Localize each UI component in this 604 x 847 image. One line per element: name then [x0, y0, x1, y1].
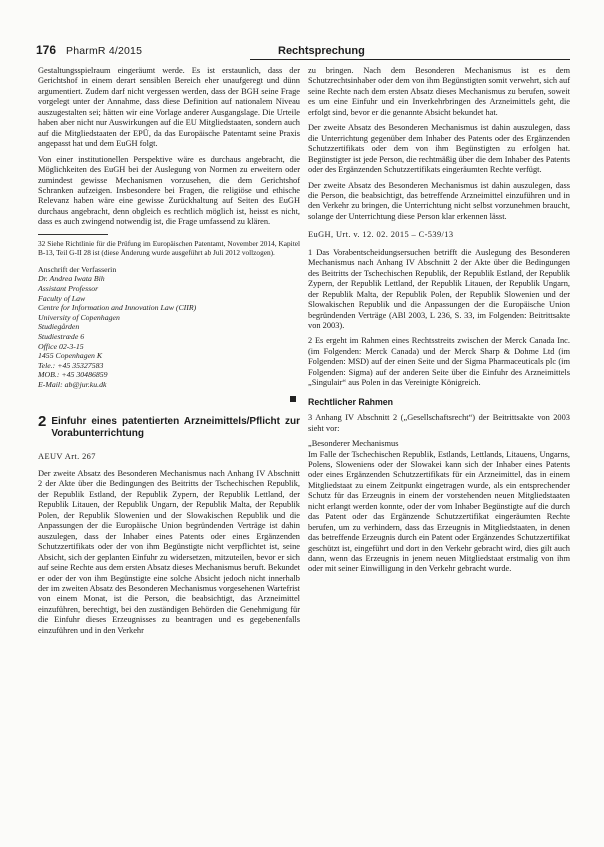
right-column [308, 66, 570, 580]
address-line: University of Copenhagen [38, 312, 120, 322]
address-line: Tele.: +45 35327583 [38, 360, 104, 370]
address-heading: Anschrift der Verfasserin [38, 264, 117, 274]
journal-name: PharmR 4/2015 [66, 45, 143, 57]
left-paragraph-1: Gestaltungsspielraum eingeräumt werde. Es ist erstaunlich, dass der Gerichtshof in einem derart sensiblen Bereich eher unaufgeregt und dünn argumentiert. Zudem darf nicht vergessen werden, dass der BGH seine Frage vorgelegt unter der Annahme, dass diese Definition auf nationalem Niveau auszugestalten sei; hätten wir eine Vorlage anderer Ausgangslage. Die Urteile haben aber nicht nur Auswirkungen auf die EU Mitgliedstaaten, sondern auch auf die Mitgliedstaaten der EPÜ, da das Europäische Patentamt seine Praxis angepasst hat und dem EuGH folgt. [38, 66, 300, 149]
address-line: Studiegården [38, 322, 80, 332]
end-of-article-mark [290, 396, 296, 402]
address-line: Dr. Andrea Iwata Bih [38, 274, 105, 284]
footnote-rule [38, 234, 108, 235]
address-line: Studiestræde 6 [38, 331, 85, 341]
numbered-paragraph-1: 1 Das Vorabentscheidungsersuchen betrifft die Auslegung des Besonderen Mechanismus nach Anhang IV Abschnitt 2 der Akte über die Bedingungen des Beitritts der Tschechischen Republik, der Republik Estland, der Republik Zypern, der Republik Lettland, der Republik Litauen, der Republik Ungarn, der Republik Malta, der Republik Polen, der Republik Slowenien und der Slowakischen Republik und die Anpassungen der die Europäische Union begründenden Verträge (ABl 2003, L 236, S. 33, im Folgenden: Beitrittsakte von 2003). [308, 247, 570, 330]
court-citation: EuGH, Urt. v. 12. 02. 2015 – C-539/13 [308, 230, 454, 240]
subheading-legal-framework: Rechtlicher Rahmen [308, 396, 394, 407]
legal-reference: AEUV Art. 267 [38, 451, 96, 461]
address-line: Office 02-3-15 [38, 341, 84, 351]
article-number: 2 [38, 412, 47, 430]
headnote-3: Der zweite Absatz des Besonderen Mechanismus ist dahin auszulegen, dass die Person, die beabsichtigt, das betreffende Arzneimittel einzuführen und in den Verkehr zu bringen, die Unterrichtung nicht selbst vorzunehmen braucht, solange der Unterrichtung diese Person klar erkennen lässt. [308, 180, 570, 221]
page-header [0, 0, 604, 60]
address-line: MOB.: +45 30486859 [38, 370, 108, 380]
address-email: E-Mail: ab@jur.ku.dk [38, 379, 107, 389]
left-paragraph-2: Von einer institutionellen Perspektive wäre es durchaus angebracht, die Möglichkeiten des EuGH bei der Auslegung von Normen zu erweitern oder zumindest gewisse Mechanismen vorzusehen, die dem Gerichtshof Schranken aufzeigen. Insbesondere bei Fragen, die religiöse und ethische Relevanz haben wäre eine gewisse Zurückhaltung auf Seiten des EuGH durchaus angebracht, denn obgleich es rechtlich möglich ist, heisst es nicht, dass es auch zwingend notwendig ist, die Frage umfassend zu klären. [38, 154, 300, 227]
section-title: Rechtsprechung [278, 45, 365, 57]
quoted-provision: Im Falle der Tschechischen Republik, Estlands, Lettlands, Litauens, Ungarns, Polens, Sloweniens oder der Slowakei kann sich der Inhaber eines Patents oder eines Ergänzenden Schutzzertifikats für ein Arzneimittel, das in einem Mitgliedstaat zu einem Zeitpunkt eingetragen wurde, als ein entsprechender Schutz für das Erzeugnis in einem der vorstehenden neuen Mitgliedstaaten nicht erlangt werden konnte, oder der vom Inhaber Begünstigte auf die durch das Patent oder das Ergänzende Schutzzertifikat eingeräumten Rechte berufen, um zu verhindern, dass das Erzeugnis in Mitgliedstaaten, in denen das betreffende Erzeugnis durch ein Patent oder Ergänzendes Schutzzertifikat geschützt ist, eingeführt und dort in den Verkehr gebracht wird, dies gilt auch dann, wenn das Erzeugnis in jenem neuen Mitgliedstaat erstmalig von ihm oder mit seiner Einwilligung in den Verkehr gebracht wurde. [308, 449, 570, 574]
left-column [38, 66, 300, 641]
address-line: Centre for Information and Innovation Law (CIIR) [38, 303, 197, 313]
numbered-paragraph-3: 3 Anhang IV Abschnitt 2 („Gesellschaftsrecht“) der Beitrittsakte von 2003 sieht vor: [308, 413, 570, 433]
headnote-continued: zu bringen. Nach dem Besonderen Mechanismus ist es dem Schutzrechtsinhaber oder dem von ihm Begünstigten somit verwehrt, sich auf seine Rechte nach dem ersten Absatz dieses Mechanismus zu berufen, soweit es um eine Einfuhr und ein Inverkehrbringen des Arzneimittels geht, die erfolgt sind, bevor er die genannte Absicht bekundet hat. [308, 66, 570, 117]
article-title [38, 412, 300, 440]
numbered-paragraph-2: 2 Es ergeht im Rahmen eines Rechtsstreits zwischen der Merck Canada Inc. (im Folgenden: Merck Canada) und der Merck Sharp & Dohme Ltd (im Folgenden: MSD) auf der einen Seite und der Sigma Pharmaceuticals plc (im Folgenden: Sigma) auf der anderen Seite über die Einfuhr des Arzneimittels „Singulair“ aus Polen in das Vereinigte Königreich. [308, 336, 570, 388]
address-line: 1455 Copenhagen K [38, 351, 103, 361]
page-number: 176 [36, 43, 57, 57]
headnote-2: Der zweite Absatz des Besonderen Mechanismus ist dahin auszulegen, dass die Unterrichtung gegenüber dem Inhaber des Patents oder des Ergänzenden Schutzzertifikats oder dem von ihm Begünstigten zu erfolgen hat. Begünstigter ist jede Person, die rechtmäßig über die dem Inhaber des Patents oder des Ergänzenden Schutzzertifikats eingeräumten Rechte verfügt. [308, 123, 570, 175]
footnote-32: 32 Siehe Richtlinie für die Prüfung im Europäischen Patentamt, November 2014, Kapitel B-13, Teil G-II 28 ist (diese Änderung wurde ausgeführt ab Juli 2012 vollzogen). [38, 238, 300, 257]
quote-heading: „Besonderer Mechanismus [308, 439, 399, 449]
article-heading: Einfuhr eines patentierten Arzneimittels/Pflicht zur Vorabunterrichtung [51, 415, 300, 439]
address-line: Faculty of Law [38, 293, 86, 303]
header-rule [250, 59, 570, 60]
address-line: Assistant Professor [38, 283, 99, 293]
headnote-1: Der zweite Absatz des Besonderen Mechanismus nach Anhang IV Abschnitt 2 der Akte über die Bedingungen des Beitritts der Tschechischen Republik, der Republik Estland, der Republik Zypern, der Republik Lettland, der Republik Litauen, der Republik Ungarn, der Republik Malta, der Republik Polen, der Republik Slowenien und der Slowakischen Republik und die Anpassungen der die Europäische Union begründenden Verträge ist dahin auszulegen, dass der Inhaber eines Patents oder eines Ergänzenden Schutzzertifikats oder der von ihm Begünstigte nicht verpflichtet ist, seine Absicht, sich der geplanten Einfuhr zu widersetzen, mitzuteilen, bevor er sich auf seine Rechte aus dem ersten Absatz dieses Mechanismus beruft. Bekundet er oder der von ihm Begünstigte eine solche Absicht jedoch nicht innerhalb der im zweiten Absatz des Besonderen Mechanismus vorgesehenen Wartefrist von einem Monat, ist die Person, die beabsichtigt, das Arzneimittel einzuführen, berechtigt, bei den zuständigen Behörden die Genehmigung für die Einfuhr dieses Erzeugnisses zu beantragen und es gegebenenfalls einzuführen und in den Verkehr [38, 468, 300, 635]
